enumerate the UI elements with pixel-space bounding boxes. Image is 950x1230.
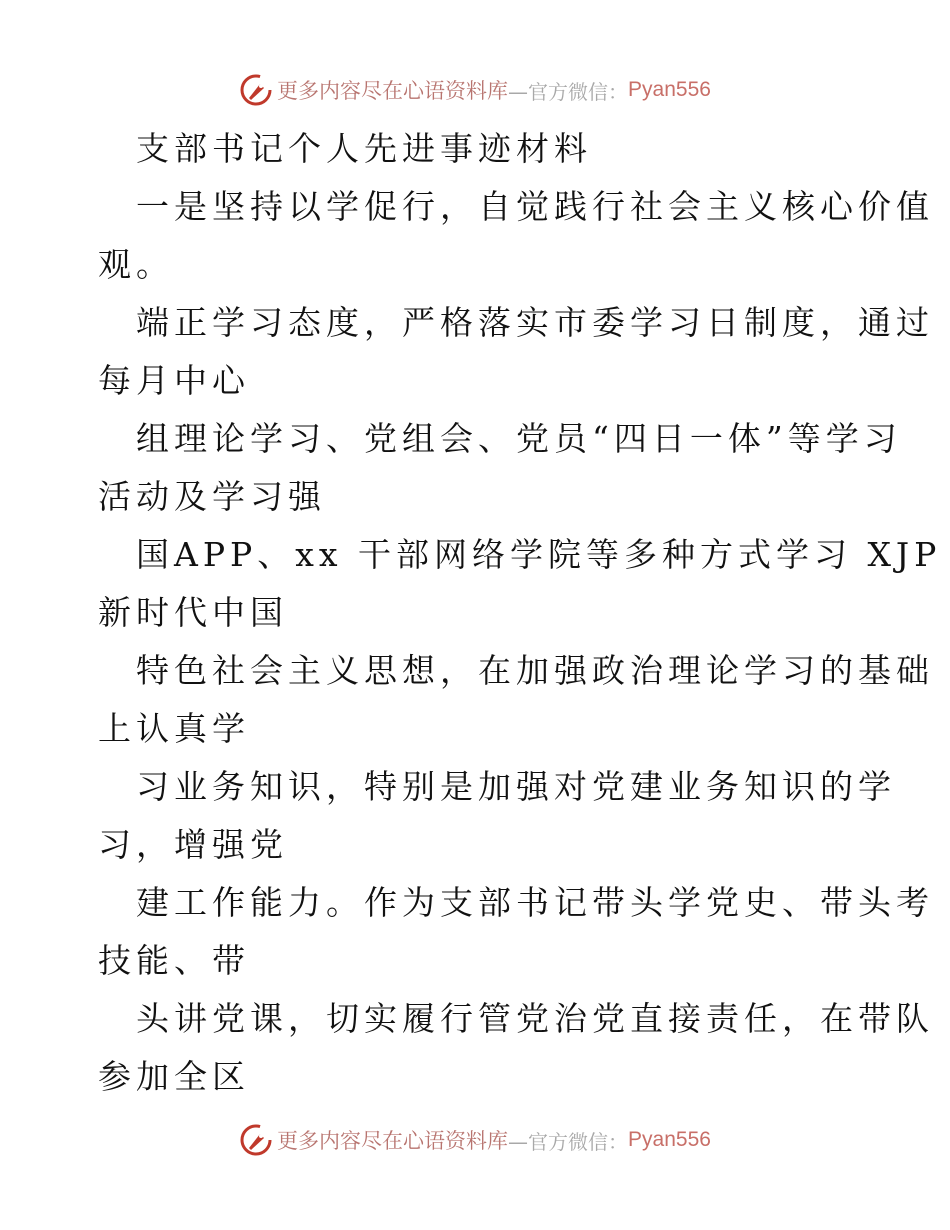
- paragraph-line: 上认真学: [98, 709, 250, 748]
- paragraph-line: 组理论学习、党组会、党员“四日一体”等学习: [136, 419, 902, 458]
- paragraph-line: 习，增强党: [98, 825, 288, 864]
- paragraph-line: 活动及学习强: [98, 477, 326, 516]
- pen-nib-logo-icon: [239, 1123, 273, 1157]
- footer-watermark: [0, 1120, 950, 1160]
- paragraph-line: 一是坚持以学促行，自觉践行社会主义核心价值: [136, 187, 934, 226]
- watermark-account: Pyan556: [628, 78, 711, 101]
- watermark-account: Pyan556: [628, 1128, 711, 1151]
- paragraph-line: 技能、带: [98, 941, 250, 980]
- document-lines: [98, 178, 942, 1106]
- paragraph-line: 新时代中国: [98, 593, 288, 632]
- document-body: [98, 120, 942, 1106]
- paragraph-line: 头讲党课，切实履行管党治党直接责任，在带队: [136, 999, 934, 1038]
- watermark-site-text: 更多内容尽在心语资料库: [277, 79, 509, 103]
- paragraph-line: 建工作能力。作为支部书记带头学党史、带头考: [136, 883, 934, 922]
- document-title: 支部书记个人先进事迹材料: [136, 129, 592, 168]
- pen-nib-logo-icon: [239, 73, 273, 107]
- watermark-wechat-label: —官方微信：: [508, 79, 629, 104]
- header-watermark: [0, 70, 950, 110]
- paragraph-line: 特色社会主义思想，在加强政治理论学习的基础: [136, 651, 934, 690]
- paragraph-line: 参加全区: [98, 1057, 250, 1096]
- paragraph-line: 习业务知识，特别是加强对党建业务知识的学: [136, 767, 896, 806]
- paragraph-line: 观。: [98, 245, 174, 284]
- paragraph-line: 国APP、xx 干部网络学院等多种方式学习 XJP: [136, 535, 942, 574]
- watermark-site-text: 更多内容尽在心语资料库: [277, 1129, 509, 1153]
- watermark-wechat-label: —官方微信：: [508, 1129, 629, 1154]
- paragraph-line: 端正学习态度，严格落实市委学习日制度，通过: [136, 303, 934, 342]
- paragraph-line: 每月中心: [98, 361, 250, 400]
